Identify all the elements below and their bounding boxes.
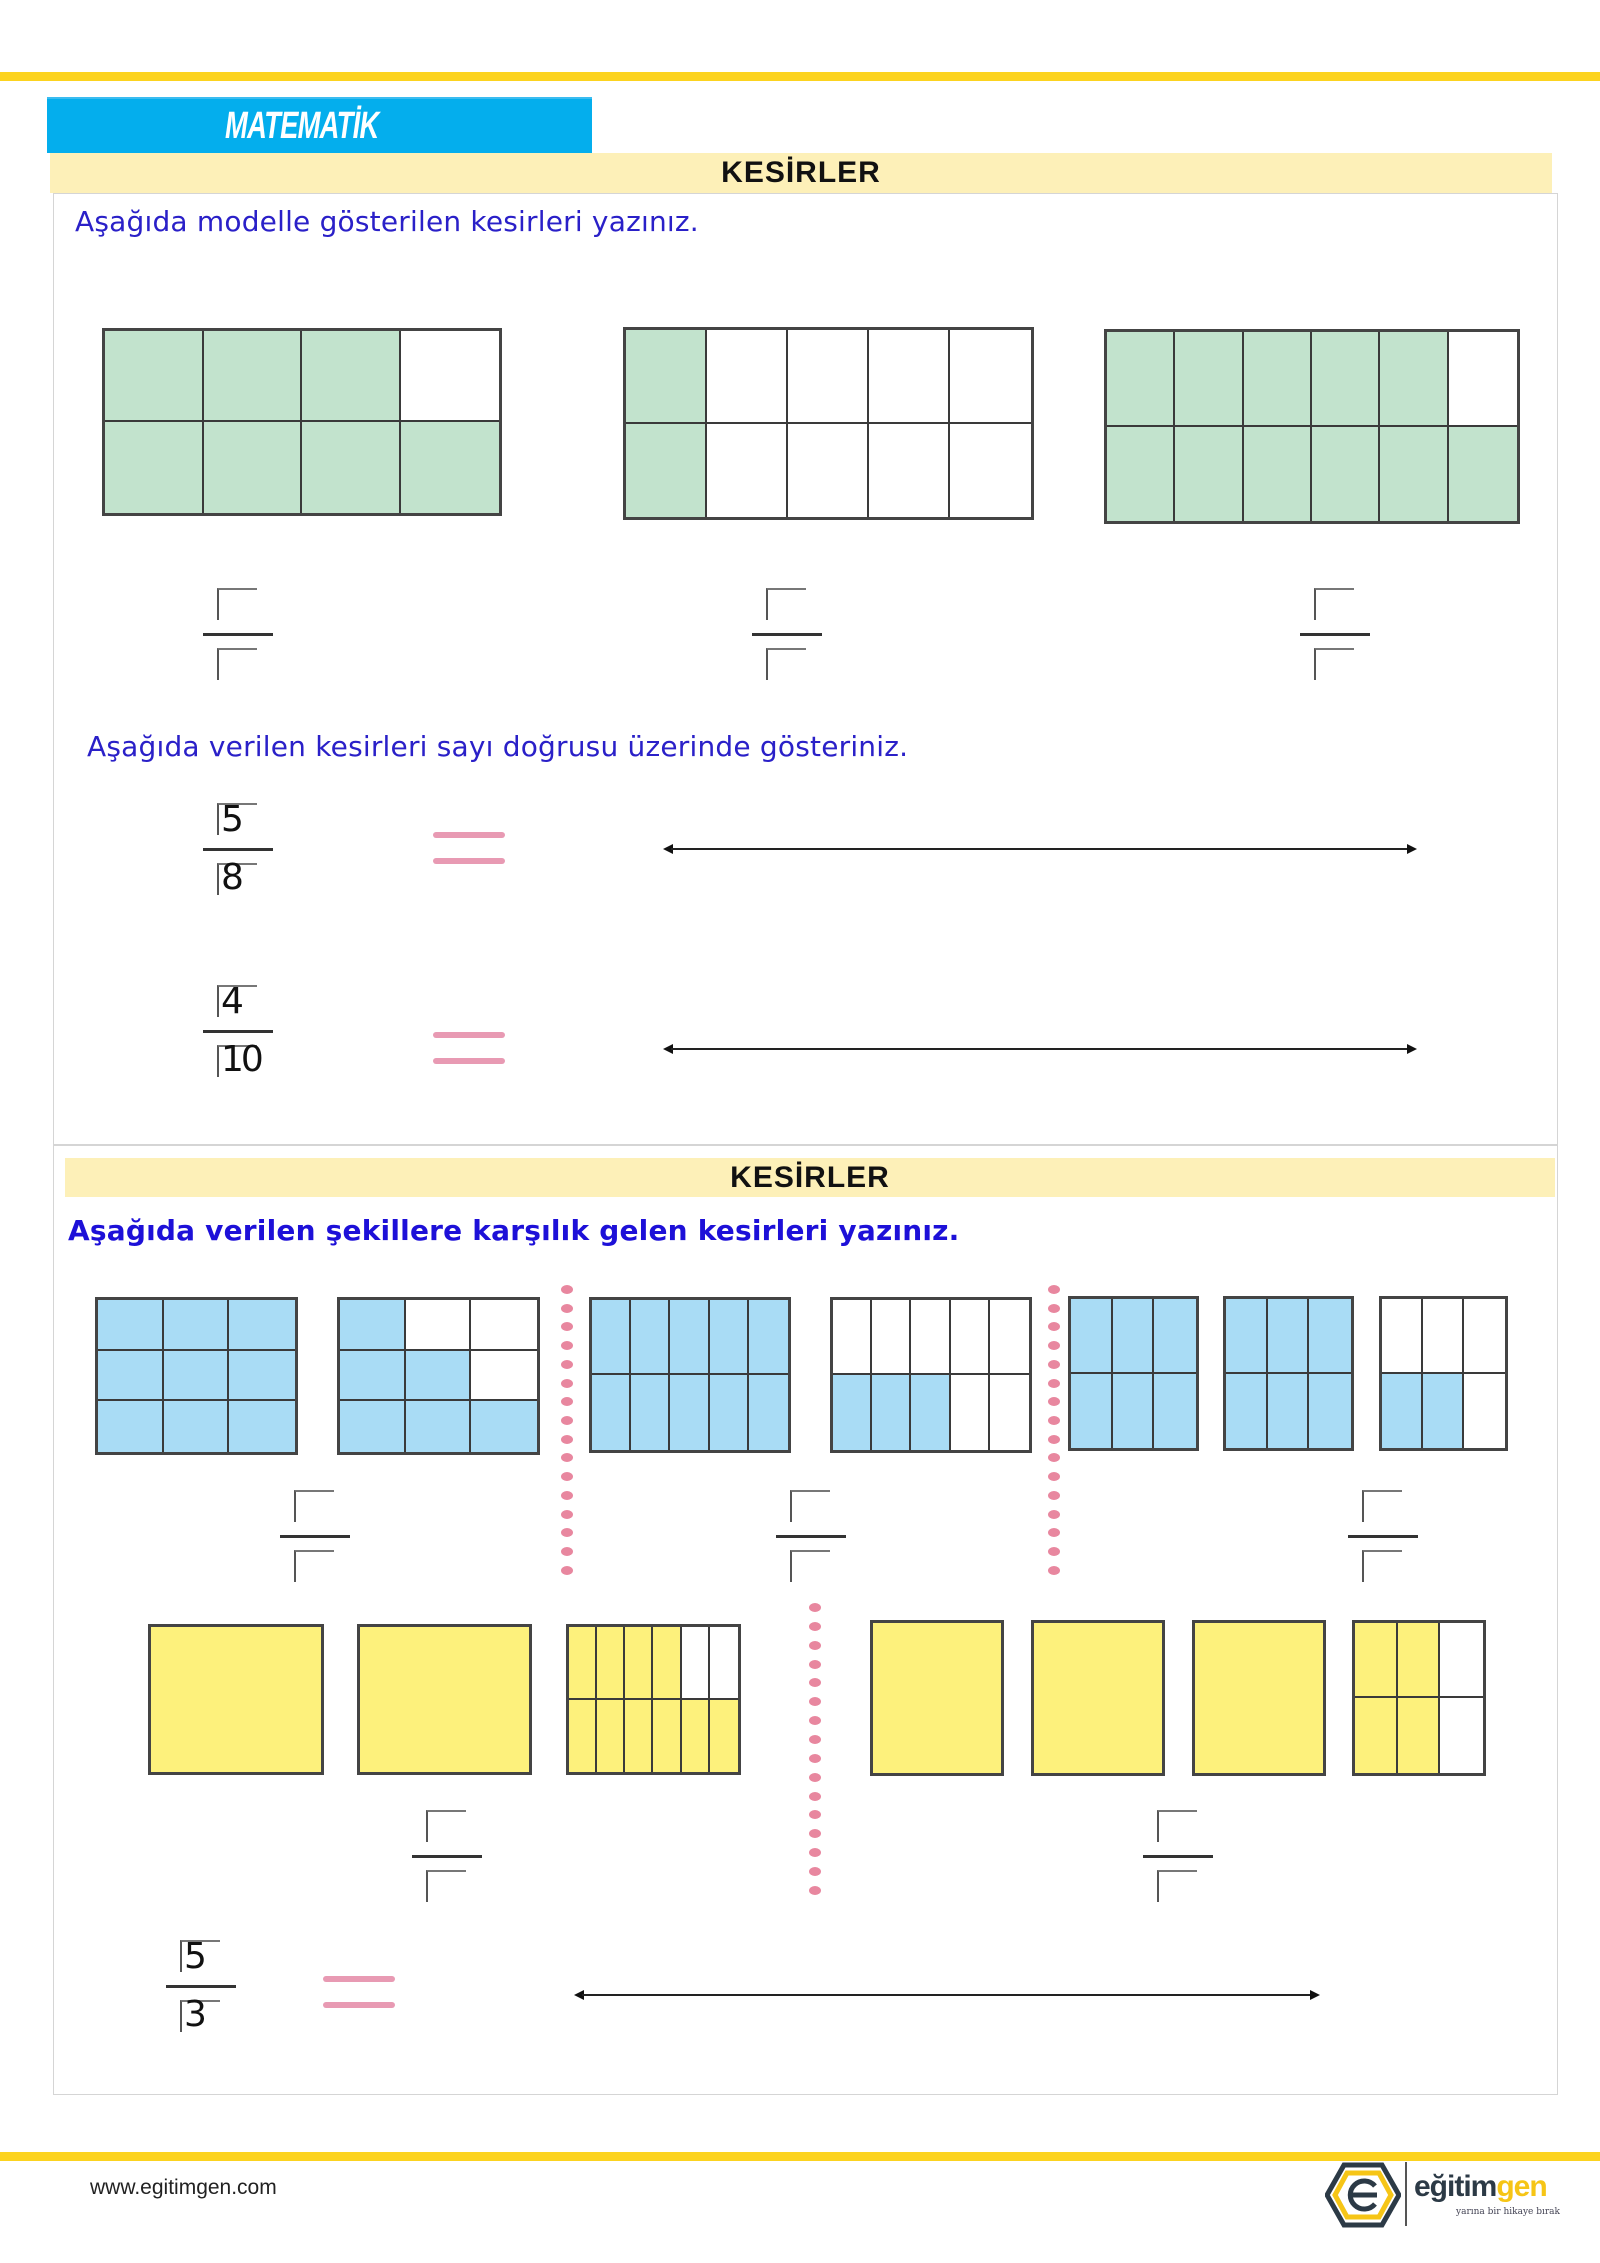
- grid-cell: [229, 1351, 295, 1402]
- given-fraction-5-3: [166, 1936, 236, 2035]
- dot: [561, 1397, 573, 1406]
- grid-cell: [1154, 1299, 1196, 1374]
- divider-dotted-1: [561, 1285, 573, 1575]
- dot: [809, 1792, 821, 1801]
- subject-title: MATEMATİK: [225, 104, 379, 147]
- dot: [809, 1773, 821, 1782]
- numerator-box[interactable]: [1157, 1810, 1197, 1842]
- grid-cell: [1268, 1374, 1310, 1449]
- grid-cell: [1464, 1374, 1505, 1449]
- grid-cell: [1312, 427, 1380, 522]
- brand-name: eğitimgen: [1414, 2170, 1547, 2203]
- grid-cell: [626, 330, 707, 424]
- numerator-box[interactable]: [790, 1490, 830, 1522]
- numerator: 4: [221, 981, 244, 1022]
- given-fraction-4-10: [203, 981, 273, 1080]
- fraction-model-3: [1104, 329, 1520, 524]
- dot: [809, 1641, 821, 1650]
- grid-cell: [1398, 1698, 1441, 1773]
- dot: [809, 1735, 821, 1744]
- instruction-shapes: Aşağıda verilen şekillere karşılık gelen kesirleri yazınız.: [68, 1214, 960, 1247]
- dot: [1048, 1379, 1060, 1388]
- grid-cell: [1423, 1299, 1464, 1374]
- grid-cell: [98, 1351, 164, 1402]
- dot: [1048, 1304, 1060, 1313]
- fraction-bar: [776, 1535, 846, 1538]
- grid-cell: [710, 1375, 749, 1450]
- denominator-box[interactable]: [1157, 1870, 1197, 1902]
- dot: [561, 1510, 573, 1519]
- denominator: 10: [221, 1039, 261, 1080]
- dot: [1048, 1397, 1060, 1406]
- grid-cell: [1195, 1623, 1323, 1773]
- grid-cell: [1440, 1698, 1483, 1773]
- dot: [561, 1453, 573, 1462]
- grid-cell: [105, 331, 204, 422]
- grid-cell: [869, 330, 950, 424]
- dot: [561, 1304, 573, 1313]
- grid-cell: [340, 1401, 406, 1452]
- numerator: 5: [221, 799, 244, 840]
- grid-cell: [1355, 1698, 1398, 1773]
- grid-cell: [164, 1401, 230, 1452]
- grid-cell: [631, 1300, 670, 1375]
- dot: [1048, 1416, 1060, 1425]
- grid-cell: [1398, 1623, 1441, 1698]
- grid-cell: [401, 422, 500, 513]
- fraction-bar: [166, 1985, 236, 1988]
- grid-cell: [151, 1627, 321, 1772]
- grid-cell: [707, 330, 788, 424]
- grid-cell: [229, 1401, 295, 1452]
- dot: [809, 1829, 821, 1838]
- grid-cell: [833, 1375, 872, 1450]
- numerator-box[interactable]: [766, 588, 806, 620]
- denominator-box[interactable]: [1362, 1550, 1402, 1582]
- fraction-model-2: [623, 327, 1034, 520]
- number-line-2[interactable]: [663, 1042, 1417, 1056]
- numerator-box[interactable]: [426, 1810, 466, 1842]
- top-accent-bar: [0, 72, 1600, 81]
- yellow-model: [566, 1624, 741, 1775]
- fraction-bar: [752, 633, 822, 636]
- grid-cell: [1355, 1623, 1398, 1698]
- numerator: 5: [184, 1936, 207, 1977]
- answer-fraction-2[interactable]: [752, 588, 822, 682]
- fraction-model-1: [102, 328, 502, 516]
- grid-cell: [1382, 1374, 1423, 1449]
- given-fraction-5-8: [203, 799, 273, 898]
- divider-dotted-2: [1048, 1285, 1060, 1575]
- blue-model: [1379, 1296, 1508, 1451]
- grid-cell: [164, 1300, 230, 1351]
- dot: [1048, 1528, 1060, 1537]
- grid-cell: [872, 1300, 911, 1375]
- dot: [809, 1603, 821, 1612]
- grid-cell: [401, 331, 500, 422]
- grid-cell: [340, 1300, 406, 1351]
- grid-cell: [1268, 1299, 1310, 1374]
- yellow-model: [870, 1620, 1004, 1776]
- grid-cell: [98, 1300, 164, 1351]
- divider-dotted-3: [809, 1603, 821, 1895]
- grid-cell: [951, 1375, 990, 1450]
- grid-cell: [749, 1300, 788, 1375]
- denominator-box[interactable]: [766, 648, 806, 680]
- grid-cell: [950, 424, 1031, 518]
- grid-cell: [710, 1627, 738, 1700]
- grid-cell: [710, 1700, 738, 1773]
- yellow-model: [1352, 1620, 1486, 1776]
- grid-cell: [569, 1700, 597, 1773]
- grid-cell: [911, 1300, 950, 1375]
- dot: [809, 1697, 821, 1706]
- grid-cell: [406, 1401, 472, 1452]
- grid-cell: [471, 1401, 537, 1452]
- fraction-bar: [280, 1535, 350, 1538]
- yellow-model: [1192, 1620, 1326, 1776]
- grid-cell: [1309, 1299, 1351, 1374]
- dot: [809, 1886, 821, 1895]
- brand-tagline: yarına bir hikaye bırak: [1456, 2207, 1560, 2217]
- dot: [561, 1491, 573, 1500]
- logo-divider: [1405, 2162, 1407, 2226]
- dot: [561, 1322, 573, 1331]
- yellow-model: [357, 1624, 532, 1775]
- section2-panel: [53, 1145, 1558, 2095]
- grid-cell: [1244, 332, 1312, 427]
- grid-cell: [597, 1627, 625, 1700]
- denominator-box[interactable]: [426, 1870, 466, 1902]
- answer-fraction-3[interactable]: [1300, 588, 1370, 682]
- dot: [1048, 1435, 1060, 1444]
- grid-cell: [592, 1375, 631, 1450]
- numerator-box[interactable]: [1362, 1490, 1402, 1522]
- grid-cell: [653, 1700, 681, 1773]
- dot: [561, 1341, 573, 1350]
- grid-cell: [670, 1375, 709, 1450]
- arrow-right-icon: [1310, 1990, 1320, 2000]
- topic-title: KESİRLER: [721, 156, 881, 189]
- grid-cell: [682, 1700, 710, 1773]
- grid-cell: [98, 1401, 164, 1452]
- bottom-accent-bar: [0, 2152, 1600, 2161]
- dot: [561, 1360, 573, 1369]
- equals-sign-icon: [433, 832, 505, 866]
- grid-cell: [1449, 332, 1517, 427]
- website-link[interactable]: www.egitimgen.com: [90, 2176, 277, 2199]
- grid-cell: [625, 1627, 653, 1700]
- grid-cell: [105, 422, 204, 513]
- grid-cell: [626, 424, 707, 518]
- grid-cell: [990, 1300, 1029, 1375]
- dot: [1048, 1472, 1060, 1481]
- fraction-bar: [203, 633, 273, 636]
- grid-cell: [749, 1375, 788, 1450]
- grid-cell: [873, 1623, 1001, 1773]
- grid-cell: [1226, 1374, 1268, 1449]
- dot: [1048, 1510, 1060, 1519]
- equals-sign-icon: [323, 1976, 395, 2010]
- grid-cell: [951, 1300, 990, 1375]
- dot: [1048, 1322, 1060, 1331]
- grid-cell: [653, 1627, 681, 1700]
- dot: [809, 1622, 821, 1631]
- yellow-model: [1031, 1620, 1165, 1776]
- numerator-box[interactable]: [294, 1490, 334, 1522]
- numerator-box[interactable]: [217, 588, 257, 620]
- grid-cell: [1154, 1374, 1196, 1449]
- grid-cell: [1464, 1299, 1505, 1374]
- grid-cell: [1107, 332, 1175, 427]
- grid-cell: [1309, 1374, 1351, 1449]
- grid-cell: [1071, 1374, 1113, 1449]
- grid-cell: [869, 424, 950, 518]
- brand-logo-icon: [1325, 2162, 1401, 2228]
- grid-cell: [340, 1351, 406, 1402]
- grid-cell: [833, 1300, 872, 1375]
- grid-cell: [1107, 427, 1175, 522]
- grid-cell: [1423, 1374, 1464, 1449]
- dot: [809, 1810, 821, 1819]
- answer-fraction-1[interactable]: [203, 588, 273, 682]
- dot: [809, 1867, 821, 1876]
- fraction-bar: [412, 1855, 482, 1858]
- numerator-box[interactable]: [1314, 588, 1354, 620]
- grid-cell: [1380, 332, 1448, 427]
- grid-cell: [670, 1300, 709, 1375]
- grid-cell: [625, 1700, 653, 1773]
- grid-cell: [911, 1375, 950, 1450]
- denominator-box[interactable]: [217, 648, 257, 680]
- number-line-3[interactable]: [574, 1988, 1320, 2002]
- dot: [809, 1678, 821, 1687]
- blue-model: [1223, 1296, 1354, 1451]
- fraction-bar: [1348, 1535, 1418, 1538]
- dot: [561, 1528, 573, 1537]
- grid-cell: [682, 1627, 710, 1700]
- grid-cell: [950, 330, 1031, 424]
- grid-cell: [631, 1375, 670, 1450]
- fraction-bar: [203, 848, 273, 851]
- grid-cell: [569, 1627, 597, 1700]
- denominator: 3: [184, 1994, 204, 2035]
- dot: [809, 1660, 821, 1669]
- dot: [561, 1547, 573, 1556]
- denominator-box[interactable]: [790, 1550, 830, 1582]
- instruction-numberline: Aşağıda verilen kesirleri sayı doğrusu üzerinde gösteriniz.: [87, 730, 909, 763]
- dot: [561, 1566, 573, 1575]
- dot: [561, 1435, 573, 1444]
- grid-cell: [788, 424, 869, 518]
- blue-model: [1068, 1296, 1199, 1451]
- dot: [1048, 1453, 1060, 1462]
- yellow-model: [148, 1624, 324, 1775]
- dot: [1048, 1341, 1060, 1350]
- answer-fraction-yellow-2[interactable]: [1143, 1810, 1213, 1904]
- grid-cell: [406, 1300, 472, 1351]
- fraction-bar: [1300, 633, 1370, 636]
- dot: [1048, 1547, 1060, 1556]
- number-line-1[interactable]: [663, 842, 1417, 856]
- answer-fraction-blue-3[interactable]: [1348, 1490, 1418, 1584]
- grid-cell: [406, 1351, 472, 1402]
- grid-cell: [302, 422, 401, 513]
- grid-cell: [707, 424, 788, 518]
- grid-cell: [204, 422, 303, 513]
- fraction-bar: [203, 1030, 273, 1033]
- grid-cell: [788, 330, 869, 424]
- grid-cell: [1244, 427, 1312, 522]
- dot: [809, 1716, 821, 1725]
- grid-cell: [229, 1300, 295, 1351]
- answer-fraction-blue-2[interactable]: [776, 1490, 846, 1584]
- blue-model: [337, 1297, 540, 1455]
- grid-cell: [1449, 427, 1517, 522]
- topic-band-2: [65, 1158, 1555, 1197]
- dot: [809, 1848, 821, 1857]
- denominator: 8: [221, 857, 241, 898]
- grid-cell: [1175, 427, 1243, 522]
- answer-fraction-blue-1[interactable]: [280, 1490, 350, 1584]
- instruction-models: Aşağıda modelle gösterilen kesirleri yazınız.: [75, 205, 699, 238]
- grid-cell: [1175, 332, 1243, 427]
- grid-cell: [990, 1375, 1029, 1450]
- topic-title-2: KESİRLER: [730, 1160, 890, 1194]
- denominator-box[interactable]: [1314, 648, 1354, 680]
- grid-cell: [1113, 1299, 1155, 1374]
- grid-cell: [471, 1351, 537, 1402]
- grid-cell: [1113, 1374, 1155, 1449]
- grid-cell: [1382, 1299, 1423, 1374]
- blue-model: [830, 1297, 1032, 1453]
- grid-cell: [710, 1300, 749, 1375]
- equals-sign-icon: [433, 1032, 505, 1066]
- arrow-right-icon: [1407, 1044, 1417, 1054]
- grid-cell: [592, 1300, 631, 1375]
- grid-cell: [1071, 1299, 1113, 1374]
- grid-cell: [164, 1351, 230, 1402]
- topic-band: [50, 153, 1552, 193]
- grid-cell: [597, 1700, 625, 1773]
- arrow-right-icon: [1407, 844, 1417, 854]
- dot: [1048, 1566, 1060, 1575]
- subject-banner: [47, 97, 592, 153]
- dot: [561, 1416, 573, 1425]
- grid-cell: [360, 1627, 529, 1772]
- grid-cell: [302, 331, 401, 422]
- dot: [809, 1754, 821, 1763]
- dot: [1048, 1491, 1060, 1500]
- fraction-bar: [1143, 1855, 1213, 1858]
- dot: [1048, 1285, 1060, 1294]
- grid-cell: [872, 1375, 911, 1450]
- grid-cell: [1440, 1623, 1483, 1698]
- grid-cell: [1226, 1299, 1268, 1374]
- dot: [561, 1285, 573, 1294]
- grid-cell: [1380, 427, 1448, 522]
- dot: [1048, 1360, 1060, 1369]
- grid-cell: [1312, 332, 1380, 427]
- grid-cell: [1034, 1623, 1162, 1773]
- dot: [561, 1472, 573, 1481]
- blue-model: [95, 1297, 298, 1455]
- answer-fraction-yellow-1[interactable]: [412, 1810, 482, 1904]
- blue-model: [589, 1297, 791, 1453]
- grid-cell: [471, 1300, 537, 1351]
- dot: [561, 1379, 573, 1388]
- denominator-box[interactable]: [294, 1550, 334, 1582]
- grid-cell: [204, 331, 303, 422]
